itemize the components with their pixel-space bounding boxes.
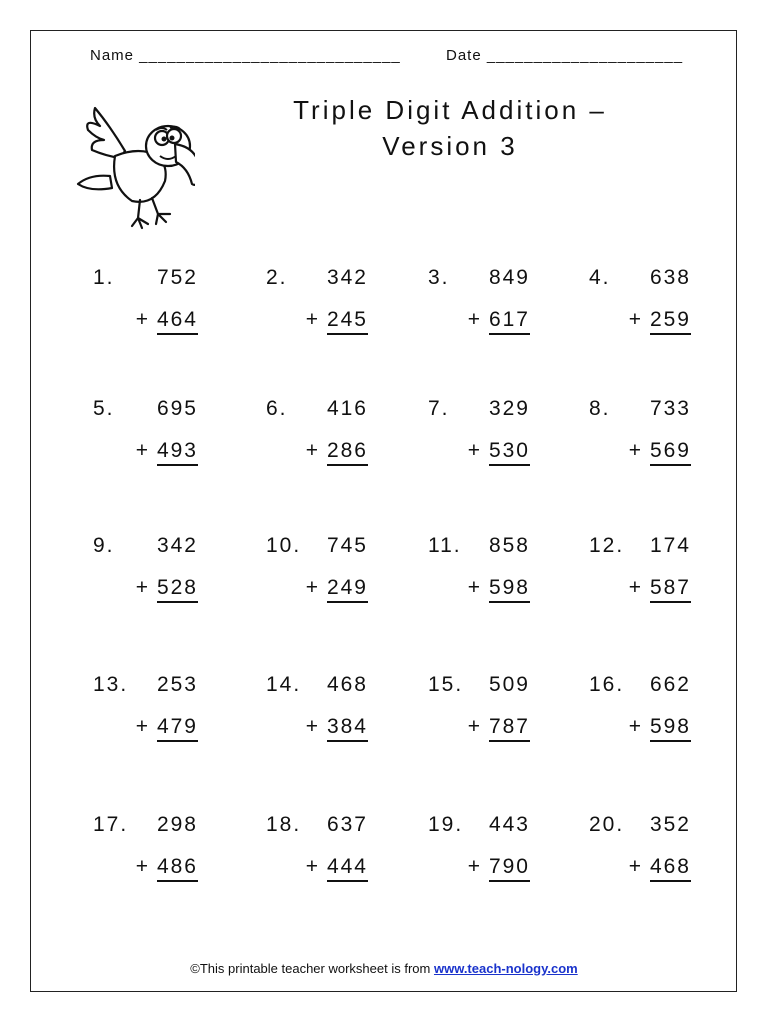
addend-top: 416 xyxy=(326,397,368,420)
addend-bottom: 569 xyxy=(650,439,691,466)
addend-top: 752 xyxy=(156,266,198,289)
addition-problem xyxy=(589,397,691,477)
plus-sign: + xyxy=(305,855,320,878)
addition-problem xyxy=(428,673,530,753)
addend-top: 849 xyxy=(488,266,530,289)
addend-bottom: 617 xyxy=(489,308,530,335)
plus-sign: + xyxy=(305,715,320,738)
problem-number: 10. xyxy=(266,534,302,557)
plus-sign: + xyxy=(305,576,320,599)
addition-problem xyxy=(428,397,530,477)
addition-problem xyxy=(93,534,198,614)
addition-problem xyxy=(266,397,368,477)
addend-top: 745 xyxy=(326,534,368,557)
parrot-illustration xyxy=(70,96,195,232)
plus-sign: + xyxy=(135,855,150,878)
plus-sign: + xyxy=(628,715,643,738)
addend-bottom: 493 xyxy=(157,439,198,466)
addition-problem xyxy=(589,673,691,753)
addend-bottom: 598 xyxy=(489,576,530,603)
addend-bottom: 787 xyxy=(489,715,530,742)
plus-sign: + xyxy=(305,439,320,462)
addition-problem xyxy=(93,266,198,346)
plus-sign: + xyxy=(135,715,150,738)
addend-bottom: 790 xyxy=(489,855,530,882)
problem-number: 3. xyxy=(428,266,450,289)
problem-number: 2. xyxy=(266,266,288,289)
problem-number: 16. xyxy=(589,673,625,696)
problem-number: 5. xyxy=(93,397,115,420)
plus-sign: + xyxy=(467,576,482,599)
addend-bottom: 587 xyxy=(650,576,691,603)
addend-bottom: 384 xyxy=(327,715,368,742)
plus-sign: + xyxy=(467,439,482,462)
addition-problem xyxy=(266,813,368,893)
addend-bottom: 444 xyxy=(327,855,368,882)
plus-sign: + xyxy=(628,855,643,878)
addend-top: 638 xyxy=(649,266,691,289)
addition-problem xyxy=(428,813,530,893)
addend-bottom: 479 xyxy=(157,715,198,742)
plus-sign: + xyxy=(628,576,643,599)
addend-bottom: 530 xyxy=(489,439,530,466)
problem-number: 14. xyxy=(266,673,302,696)
addition-problem xyxy=(266,673,368,753)
addend-bottom: 249 xyxy=(327,576,368,603)
problem-number: 9. xyxy=(93,534,115,557)
addition-problem xyxy=(428,534,530,614)
problem-number: 12. xyxy=(589,534,625,557)
worksheet-title xyxy=(250,92,650,164)
addend-top: 858 xyxy=(488,534,530,557)
problem-number: 7. xyxy=(428,397,450,420)
problem-number: 6. xyxy=(266,397,288,420)
addend-top: 509 xyxy=(488,673,530,696)
title-line-1: Triple Digit Addition – xyxy=(293,95,607,125)
addition-problem xyxy=(589,266,691,346)
title-line-2: Version 3 xyxy=(382,131,518,161)
problem-number: 18. xyxy=(266,813,302,836)
addend-top: 733 xyxy=(649,397,691,420)
plus-sign: + xyxy=(628,439,643,462)
addition-problem xyxy=(93,397,198,477)
footer-text: ©This printable teacher worksheet is from xyxy=(190,961,434,976)
problem-number: 1. xyxy=(93,266,115,289)
addend-top: 329 xyxy=(488,397,530,420)
addend-top: 342 xyxy=(156,534,198,557)
addend-bottom: 259 xyxy=(650,308,691,335)
plus-sign: + xyxy=(135,576,150,599)
addend-bottom: 528 xyxy=(157,576,198,603)
plus-sign: + xyxy=(628,308,643,331)
addition-problem xyxy=(589,534,691,614)
problem-number: 15. xyxy=(428,673,464,696)
plus-sign: + xyxy=(135,439,150,462)
addend-bottom: 486 xyxy=(157,855,198,882)
addition-problem xyxy=(93,673,198,753)
footer-credit xyxy=(0,961,768,976)
date-field-label: Date _____________________ xyxy=(446,47,684,64)
addend-top: 695 xyxy=(156,397,198,420)
addend-bottom: 245 xyxy=(327,308,368,335)
plus-sign: + xyxy=(467,715,482,738)
problem-number: 19. xyxy=(428,813,464,836)
addition-problem xyxy=(589,813,691,893)
problem-number: 17. xyxy=(93,813,129,836)
addend-bottom: 598 xyxy=(650,715,691,742)
plus-sign: + xyxy=(135,308,150,331)
problem-number: 4. xyxy=(589,266,611,289)
addition-problem xyxy=(266,534,368,614)
addend-top: 174 xyxy=(649,534,691,557)
footer-link[interactable]: www.teach-nology.com xyxy=(433,961,578,976)
plus-sign: + xyxy=(467,308,482,331)
problem-number: 20. xyxy=(589,813,625,836)
addend-top: 443 xyxy=(488,813,530,836)
plus-sign: + xyxy=(467,855,482,878)
addend-top: 298 xyxy=(156,813,198,836)
addition-problem xyxy=(428,266,530,346)
addend-top: 352 xyxy=(649,813,691,836)
problem-number: 11. xyxy=(428,534,462,557)
problem-number: 13. xyxy=(93,673,129,696)
addition-problem xyxy=(93,813,198,893)
addend-top: 662 xyxy=(649,673,691,696)
addend-bottom: 468 xyxy=(650,855,691,882)
addition-problem xyxy=(266,266,368,346)
addend-bottom: 464 xyxy=(157,308,198,335)
addend-top: 637 xyxy=(326,813,368,836)
addend-top: 342 xyxy=(326,266,368,289)
name-field-label: Name ____________________________ xyxy=(90,47,401,64)
addend-top: 468 xyxy=(326,673,368,696)
plus-sign: + xyxy=(305,308,320,331)
problem-number: 8. xyxy=(589,397,611,420)
addend-bottom: 286 xyxy=(327,439,368,466)
addend-top: 253 xyxy=(156,673,198,696)
